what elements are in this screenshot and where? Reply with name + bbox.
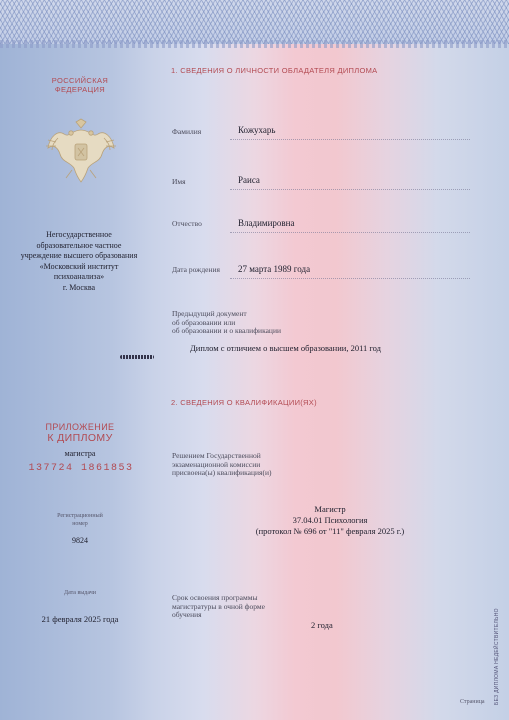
institution-line-5: психоанализа» xyxy=(53,272,105,282)
institution-line-3: учреждение высшего образования xyxy=(20,251,138,261)
duration-label-line-2: магистратуры в очной форме xyxy=(172,601,266,611)
surname-underline xyxy=(230,139,470,140)
previous-document-label-line-1: Предыдущий документ xyxy=(172,309,247,318)
previous-document-label xyxy=(172,310,281,336)
country-name xyxy=(20,76,140,94)
specialty-value: 37.04.01 Психология xyxy=(292,515,368,525)
previous-document-label-line-2: об образовании или xyxy=(172,317,236,327)
ink-mark xyxy=(120,355,154,359)
patronymic-value: Владимировна xyxy=(238,218,295,228)
patronymic-underline xyxy=(230,232,470,233)
institution-line-6: г. Москва xyxy=(62,282,96,292)
name-underline xyxy=(230,189,470,190)
duration-label-line-1: Срок освоения программы xyxy=(172,593,258,602)
birth-date-value: 27 марта 1989 года xyxy=(238,264,311,274)
issue-date-label: Дата выдачи xyxy=(63,590,97,596)
country-line-1: РОССИЙСКАЯ xyxy=(51,76,109,85)
institution-line-1: Негосударственное xyxy=(46,230,112,239)
commission-decision-line-3: присвоена(ы) квалификация(и) xyxy=(172,468,272,478)
registration-label-line-1: Регистрационный xyxy=(57,513,103,519)
guilloche-border xyxy=(0,0,509,44)
commission-decision-label xyxy=(172,452,271,478)
patronymic-label: Отчество xyxy=(172,219,202,228)
serial-number: 137724 1861853 xyxy=(28,463,134,474)
registration-number: 9824 xyxy=(72,536,88,545)
duration-label xyxy=(172,594,265,620)
surname-value: Кожухарь xyxy=(238,125,276,135)
protocol-value: (протокол № 696 от "11" февраля 2025 г.) xyxy=(255,526,405,536)
duration-label-line-3: обучения xyxy=(172,610,202,620)
section-1-heading: 1. СВЕДЕНИЯ О ЛИЧНОСТИ ОБЛАДАТЕЛЯ ДИПЛОМА xyxy=(171,66,378,75)
surname-label: Фамилия xyxy=(172,127,202,136)
section-2-heading: 2. СВЕДЕНИЯ О КВАЛИФИКАЦИИ(ЯХ) xyxy=(171,398,317,407)
registration-label xyxy=(20,512,140,528)
institution-name xyxy=(10,230,148,294)
appendix-line-2: К ДИПЛОМУ xyxy=(47,432,113,444)
issue-date: 21 февраля 2025 года xyxy=(41,614,119,624)
qualification-block xyxy=(200,504,460,537)
name-value: Раиса xyxy=(238,175,260,185)
previous-document-value: Диплом с отличием о высшем образовании, 2011 год xyxy=(190,343,381,353)
coat-of-arms-emblem-icon xyxy=(42,118,120,184)
degree-word: магистра xyxy=(64,449,96,458)
duration-value: 2 года xyxy=(311,620,333,630)
institution-line-4: «Московский институт xyxy=(39,261,119,271)
guilloche-border-edge xyxy=(0,40,509,48)
commission-decision-line-2: экзаменационной комиссии xyxy=(172,459,261,469)
appendix-line-1: ПРИЛОЖЕНИЕ xyxy=(45,422,115,432)
country-line-2: ФЕДЕРАЦИЯ xyxy=(54,85,106,94)
registration-label-line-2: номер xyxy=(72,521,88,527)
qualification-value: Магистр xyxy=(314,504,346,514)
institution-line-2: образовательное частное xyxy=(36,240,122,250)
previous-document-label-line-3: об образовании и о квалификации xyxy=(172,326,281,336)
page-label: Страница xyxy=(460,699,485,705)
commission-decision-line-1: Решением Государственной xyxy=(172,451,261,460)
validity-note: БЕЗ ДИПЛОМА НЕДЕЙСТВИТЕЛЬНО xyxy=(494,608,500,705)
name-label: Имя xyxy=(172,177,186,186)
appendix-title xyxy=(20,422,140,444)
birth-date-underline xyxy=(230,278,470,279)
birth-date-label: Дата рождения xyxy=(172,265,220,274)
